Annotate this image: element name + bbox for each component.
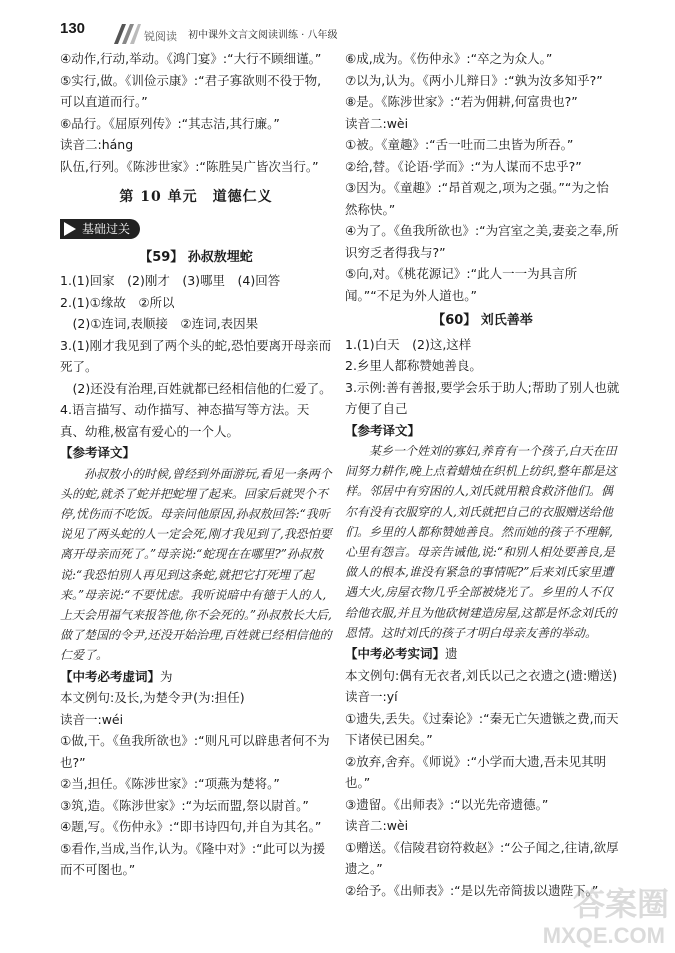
banner-arrow-icon bbox=[64, 222, 76, 236]
vocab-line: 读音一:yí bbox=[345, 689, 398, 705]
unit-title: 第 10 单元 道德仁义 bbox=[119, 189, 273, 205]
answer-line: 1.(1)白天 (2)这,这样 bbox=[345, 336, 472, 352]
vocab-line: ③遗留。《出师表》:“以光先帝遗德。” bbox=[345, 796, 549, 812]
vocab-line: ①遗失,丢失。《过秦论》:“秦无亡矢遗镞之费,而天下诸侯已困矣。” bbox=[345, 710, 619, 748]
page-number: 130 bbox=[60, 20, 86, 37]
text-line: ①被。《童趣》:“舌一吐而二虫皆为所吞。” bbox=[345, 137, 574, 152]
text-line: ④为了。《鱼我所欲也》:“为宫室之美,妻妾之奉,所识穷乏者得我与?” bbox=[345, 223, 619, 260]
answer-line: (2)①连词,表顺接 ②连词,表因果 bbox=[72, 316, 259, 331]
logo bbox=[112, 18, 182, 46]
answer-line: 3.示例:善有善报,要学会乐于助人;帮助了别人也就方便了自己 bbox=[345, 379, 620, 416]
watermark-logo: 答案圈 bbox=[572, 885, 669, 923]
text-line: 读音二:wèi bbox=[345, 115, 409, 131]
answer-line: 2.乡里人都称赞她善良。 bbox=[345, 358, 482, 373]
vocab-word: 遗 bbox=[445, 646, 458, 662]
vocab-line: 本文例句:偶有无衣者,刘氏以己之衣遗之(遗:赠送) bbox=[345, 667, 618, 683]
banner-label: 基础过关 bbox=[82, 221, 131, 236]
text-line: ⑥成,成为。《伤仲永》:“卒之为众人。” bbox=[345, 51, 553, 66]
section-heading: 【中考必考实词】 bbox=[345, 646, 446, 662]
left-column bbox=[60, 48, 332, 881]
translation-text: 孙叔敖小的时候,曾经到外面游玩,看见一条两个头的蛇,就杀了蛇并把蛇埋了起来。回家后就哭个不停,忧伤而不吃饭。母亲问他原因,孙叔敖回答:“我听说见了两头蛇的人一定会死,刚才我见到了,我恐怕要离开母亲而死了。”母亲说:“蛇现在在哪里?”孙叔敖说:“我恐怕别人再见到这条蛇,就把它打死埋了起来。”母亲说:“不要忧虑。我听说暗中有德于人的人,上天会用福气来报答他,你不会死的。”孙叔敖长大后,做了楚国的令尹,还没开始治理,百姓就已经相信他的仁爱了。 bbox=[60, 466, 332, 663]
text-line: ⑦以为,认为。《两小儿辩日》:“孰为汝多知乎?” bbox=[345, 72, 603, 88]
watermark bbox=[519, 879, 669, 949]
lesson-title: 【59】 孙叔敖埋蛇 bbox=[139, 249, 253, 265]
answer-line: (2)还没有治理,百姓就都已经相信他的仁爱了。 bbox=[72, 380, 332, 396]
answer-line: 2.(1)①缘故 ②所以 bbox=[60, 294, 175, 310]
vocab-line: ⑤看作,当成,当作,认为。《隆中对》:“此可以为援而不可图也。” bbox=[60, 840, 326, 878]
vocab-line: 本文例句:及长,为楚令尹(为:担任) bbox=[60, 690, 245, 706]
vocab-word: 为 bbox=[160, 668, 173, 684]
text-line: ②给,替。《论语·学而》:“为人谋而不忠乎?” bbox=[345, 158, 582, 174]
answer-line: 1.(1)回家 (2)刚才 (3)哪里 (4)回答 bbox=[60, 273, 281, 288]
section-heading: 【中考必考虚词】 bbox=[60, 668, 161, 684]
vocab-line: ④题,写。《伤仲永》:“即书诗四句,并自为其名。” bbox=[60, 819, 322, 835]
right-column bbox=[345, 48, 620, 901]
vocab-line: ①赠送。《信陵君窃符救赵》:“公子闻之,往请,欲厚遗之。” bbox=[345, 839, 619, 877]
vocab-line: ②给予。《出师表》:“是以先帝简拔以遗陛下。” bbox=[345, 882, 599, 898]
series-title: 初中课外文言文阅读训练 · 八年级 bbox=[188, 30, 338, 41]
lesson-title: 【60】 刘氏善举 bbox=[432, 313, 533, 328]
logo-text: 锐阅读 bbox=[144, 30, 177, 43]
text-line: 队伍,行列。《陈涉世家》:“陈胜吴广皆次当行。” bbox=[60, 158, 319, 174]
answer-line: 4.语言描写、动作描写、神态描写等方法。天真、幼稚,极富有爱心的一个人。 bbox=[60, 402, 310, 439]
text-line: 读音二:háng bbox=[60, 137, 134, 152]
vocab-line: ③筑,造。《陈涉世家》:“为坛而盟,祭以尉首。” bbox=[60, 797, 309, 813]
vocab-line: 读音一:wéi bbox=[60, 711, 124, 727]
vocab-line: ①做,干。《鱼我所欲也》:“则凡可以辟患者何不为也?” bbox=[60, 733, 330, 770]
text-line: ⑧是。《陈涉世家》:“若为佣耕,何富贵也?” bbox=[345, 94, 578, 109]
text-line: ④动作,行动,举动。《鸿门宴》:“大行不顾细谨。” bbox=[60, 51, 322, 66]
section-heading: 【参考译文】 bbox=[60, 445, 136, 460]
vocab-heading bbox=[345, 643, 620, 665]
text-line: ⑤向,对。《桃花源记》:“此人一一为具言所闻。”“不足为外人道也。” bbox=[345, 266, 578, 303]
translation-text: 某乡一个姓刘的寡妇,养育有一个孩子,白天在田间努力耕作,晚上点着蜡烛在织机上纺织,整年都是这样。邻居中有穷困的人,刘氏就用粮食救济他们。偶尔有没有衣服穿的人,刘氏就把自己的衣服赠送给他们。乡里的人都称赞她善良。然而她的孩子不理解,心里有怨言。母亲告诫他,说:“和别人相处要善良,是做人的根本,谁没有紧急的事情呢?”后来刘氏家里遭遇大火,房屋衣物几乎全部被烧光了。乡里的人不仅给他衣服,并且为他砍树建造房屋,这都是怀念刘氏的恩情。这时刘氏的孩子才明白母亲友善的举动。 bbox=[345, 444, 617, 640]
text-line: ⑤实行,做。《训俭示康》:“君子寡欲则不役于物,可以直道而行。” bbox=[60, 72, 322, 109]
section-heading: 【参考译文】 bbox=[345, 422, 421, 438]
vocab-heading bbox=[60, 666, 332, 688]
text-line: ⑥品行。《屈原列传》:“其志洁,其行廉。” bbox=[60, 115, 280, 131]
logo-icon bbox=[112, 22, 142, 46]
vocab-line: ②当,担任。《陈涉世家》:“项燕为楚将。” bbox=[60, 776, 280, 792]
vocab-line: ②放弃,舍弃。《师说》:“小学而大遗,吾未见其明也。” bbox=[345, 753, 607, 791]
text-line: ③因为。《童趣》:“昂首观之,项为之强。”“为之怡然称快。” bbox=[345, 180, 609, 217]
vocab-line: 读音二:wèi bbox=[345, 818, 409, 834]
answer-line: 3.(1)刚才我见到了两个头的蛇,恐怕要离开母亲而死了。 bbox=[60, 337, 332, 374]
section-banner bbox=[60, 219, 140, 239]
page-header bbox=[60, 18, 620, 46]
watermark-url: MXQE.COM bbox=[542, 923, 665, 948]
